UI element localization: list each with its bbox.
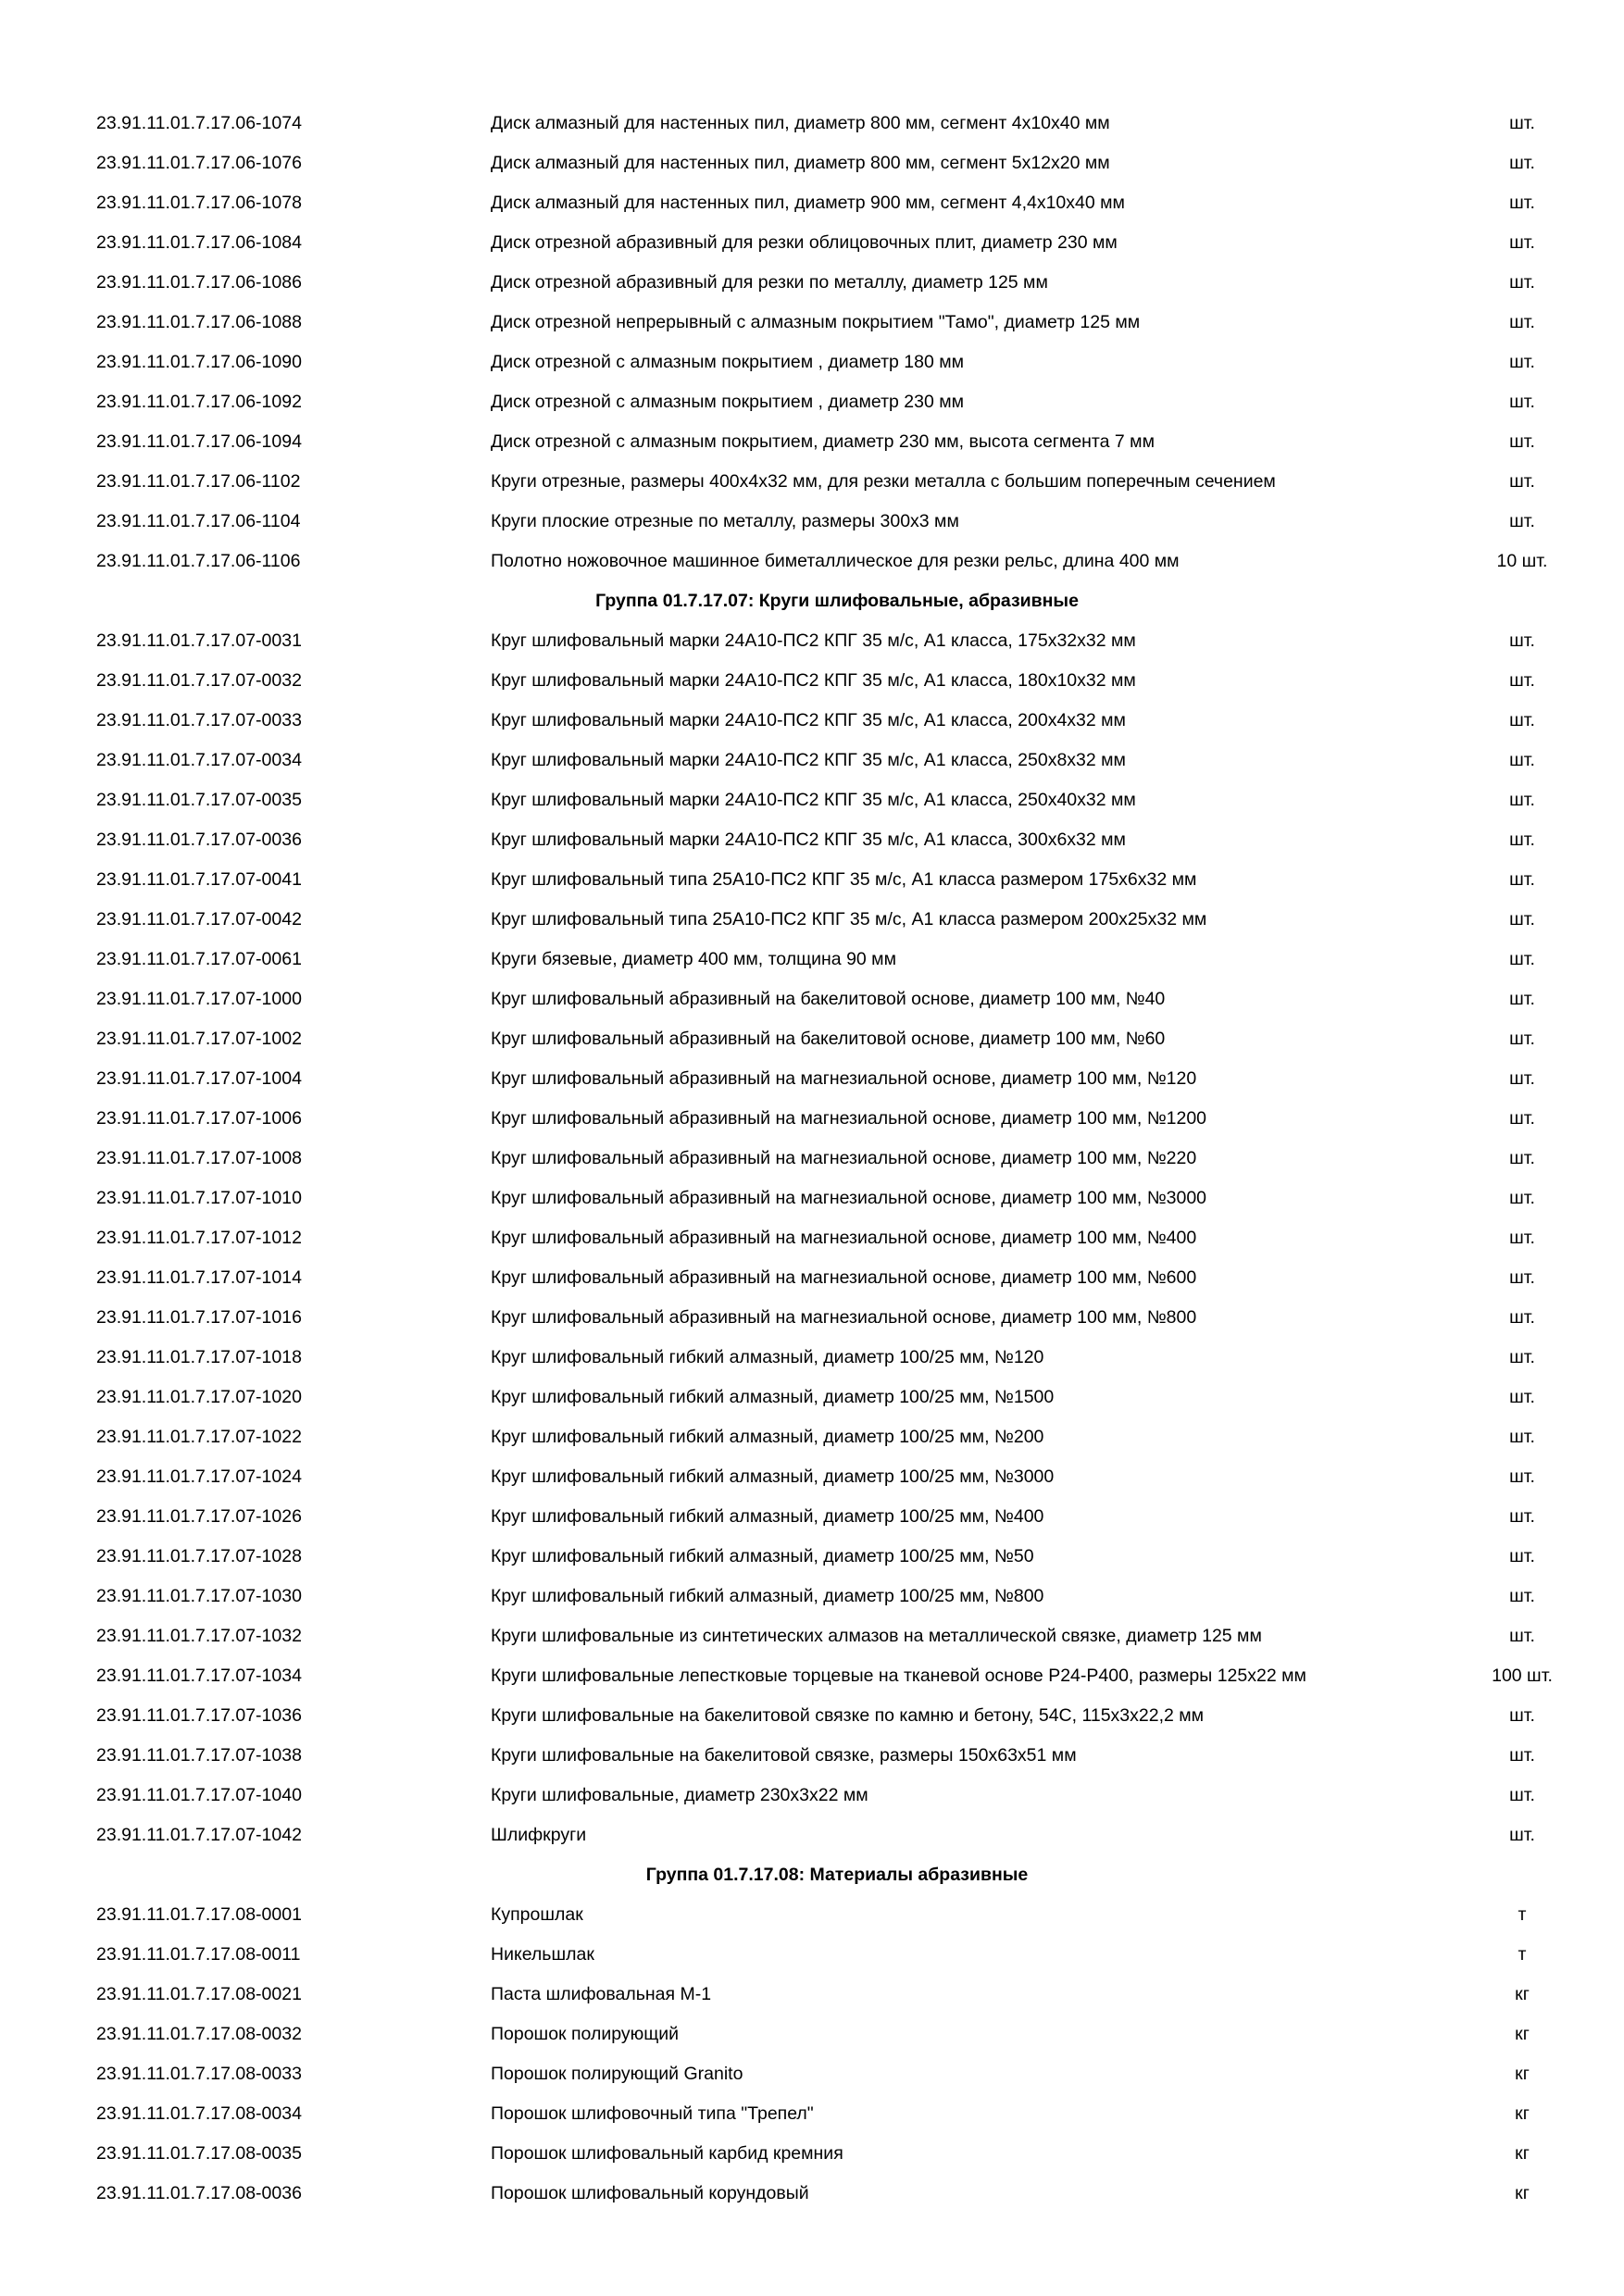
resource-code: 23.91.11.01.7.17.07-1034 [96,1666,302,1686]
resource-code: 23.91.11.01.7.17.07-0031 [96,630,302,651]
resource-code: 23.91.11.01.7.17.07-1036 [96,1705,302,1726]
resource-name: Диск отрезной абразивный для резки по металлу, диаметр 125 мм [491,272,1048,293]
resource-name: Диск алмазный для настенных пил, диаметр 900 мм, сегмент 4,4х10х40 мм [491,193,1125,213]
table-row [96,223,1578,263]
table-row [96,1895,1578,1935]
table-row [96,661,1578,701]
table-row [96,1975,1578,2015]
unit-of-measure: шт. [1509,830,1535,850]
resource-name: Круг шлифовальный абразивный на магнезиальной основе, диаметр 100 мм, №600 [491,1267,1197,1288]
resource-code: 23.91.11.01.7.17.06-1106 [96,551,301,571]
resource-code: 23.91.11.01.7.17.06-1102 [96,471,301,492]
resource-code: 23.91.11.01.7.17.07-1042 [96,1825,302,1845]
table-row [96,542,1578,581]
resource-name: Круг шлифовальный типа 25А10-ПС2 КПГ 35 м/с, А1 класса размером 200х25х32 мм [491,909,1207,930]
table-row [96,1577,1578,1616]
resource-name: Круг шлифовальный абразивный на магнезиальной основе, диаметр 100 мм, №3000 [491,1188,1207,1208]
unit-of-measure: шт. [1509,113,1535,133]
resource-code: 23.91.11.01.7.17.07-0032 [96,670,302,691]
unit-of-measure: шт. [1509,1267,1535,1288]
resource-code: 23.91.11.01.7.17.07-1040 [96,1785,302,1805]
resource-code: 23.91.11.01.7.17.06-1076 [96,153,302,173]
unit-of-measure: шт. [1509,392,1535,412]
resource-name: Диск алмазный для настенных пил, диаметр 800 мм, сегмент 4х10х40 мм [491,113,1110,133]
table-row [96,343,1578,382]
resource-name: Круг шлифовальный абразивный на магнезиальной основе, диаметр 100 мм, №400 [491,1228,1197,1248]
unit-of-measure: шт. [1509,1307,1535,1328]
resource-name: Круги шлифовальные, диаметр 230х3х22 мм [491,1785,868,1805]
resource-code: 23.91.11.01.7.17.06-1104 [96,511,301,531]
table-row [96,1935,1578,1975]
table-row [96,1338,1578,1378]
resource-name: Круг шлифовальный типа 25А10-ПС2 КПГ 35 м/с, А1 класса размером 175х6х32 мм [491,869,1197,890]
resource-code: 23.91.11.01.7.17.08-0035 [96,2143,302,2164]
resource-name: Диск отрезной с алмазным покрытием , диаметр 180 мм [491,352,965,372]
resource-code: 23.91.11.01.7.17.06-1094 [96,431,302,452]
resource-code: 23.91.11.01.7.17.07-0034 [96,750,302,770]
resource-code: 23.91.11.01.7.17.08-0034 [96,2103,302,2124]
table-row [96,1736,1578,1776]
table-row [96,1417,1578,1457]
unit-of-measure: шт. [1509,1188,1535,1208]
unit-of-measure: кг [1515,2064,1530,2084]
table-row [96,1099,1578,1139]
price-list-table [96,104,1578,2214]
resource-code: 23.91.11.01.7.17.07-1000 [96,989,302,1009]
table-row [96,1298,1578,1338]
table-row [96,2094,1578,2134]
table-row [96,1059,1578,1099]
unit-of-measure: 100 шт. [1492,1666,1553,1686]
resource-name: Круг шлифовальный абразивный на магнезиальной основе, диаметр 100 мм, №220 [491,1148,1197,1168]
resource-code: 23.91.11.01.7.17.08-0036 [96,2183,302,2203]
resource-code: 23.91.11.01.7.17.06-1086 [96,272,302,293]
unit-of-measure: шт. [1509,1466,1535,1487]
unit-of-measure: шт. [1509,1347,1535,1367]
unit-of-measure: шт. [1509,1427,1535,1447]
unit-of-measure: шт. [1509,352,1535,372]
resource-name: Порошок полирующий [491,2024,680,2044]
resource-name: Круг шлифовальный гибкий алмазный, диаметр 100/25 мм, №200 [491,1427,1044,1447]
table-row [96,1139,1578,1179]
table-row [96,1696,1578,1736]
unit-of-measure: т [1518,1944,1527,1965]
unit-of-measure: шт. [1509,1546,1535,1566]
resource-name: Шлифкруги [491,1825,587,1845]
resource-code: 23.91.11.01.7.17.07-1038 [96,1745,302,1766]
table-row [96,1019,1578,1059]
resource-name: Круги плоские отрезные по металлу, размеры 300х3 мм [491,511,959,531]
table-row [96,2054,1578,2094]
resource-code: 23.91.11.01.7.17.08-0021 [96,1984,302,2004]
resource-name: Круг шлифовальный абразивный на бакелитовой основе, диаметр 100 мм, №40 [491,989,1166,1009]
resource-code: 23.91.11.01.7.17.07-1024 [96,1466,302,1487]
resource-name: Диск отрезной абразивный для резки облицовочных плит, диаметр 230 мм [491,232,1118,253]
resource-name: Порошок шлифовальный корундовый [491,2183,809,2203]
resource-code: 23.91.11.01.7.17.06-1090 [96,352,302,372]
unit-of-measure: шт. [1509,1586,1535,1606]
resource-name: Круг шлифовальный гибкий алмазный, диаметр 100/25 мм, №400 [491,1506,1044,1527]
resource-code: 23.91.11.01.7.17.07-1006 [96,1108,302,1129]
unit-of-measure: шт. [1509,989,1535,1009]
table-row [96,1537,1578,1577]
resource-name: Круги бязевые, диаметр 400 мм, толщина 90 мм [491,949,896,969]
resource-name: Круги отрезные, размеры 400х4х32 мм, для резки металла с большим поперечным сечением [491,471,1276,492]
resource-name: Никельшлак [491,1944,594,1965]
resource-name: Круг шлифовальный гибкий алмазный, диаметр 100/25 мм, №50 [491,1546,1034,1566]
table-row [96,820,1578,860]
resource-code: 23.91.11.01.7.17.06-1074 [96,113,302,133]
unit-of-measure: шт. [1509,312,1535,332]
unit-of-measure: шт. [1509,1228,1535,1248]
resource-name: Круги шлифовальные из синтетических алмазов на металлической связке, диаметр 125 мм [491,1626,1262,1646]
resource-code: 23.91.11.01.7.17.07-1022 [96,1427,302,1447]
table-row [96,2174,1578,2214]
resource-name: Круг шлифовальный марки 24А10-ПС2 КПГ 35 м/с, А1 класса, 200х4х32 мм [491,710,1126,730]
resource-code: 23.91.11.01.7.17.07-0036 [96,830,302,850]
table-row [96,422,1578,462]
resource-code: 23.91.11.01.7.17.07-1028 [96,1546,302,1566]
resource-name: Круг шлифовальный марки 24А10-ПС2 КПГ 35 м/с, А1 класса, 180х10х32 мм [491,670,1136,691]
resource-name: Круги шлифовальные на бакелитовой связке по камню и бетону, 54С, 115х3х22,2 мм [491,1705,1205,1726]
resource-name: Круг шлифовальный марки 24А10-ПС2 КПГ 35 м/с, А1 класса, 250х8х32 мм [491,750,1126,770]
unit-of-measure: шт. [1509,153,1535,173]
table-row [96,303,1578,343]
table-row [96,462,1578,502]
resource-code: 23.91.11.01.7.17.07-1012 [96,1228,302,1248]
resource-code: 23.91.11.01.7.17.07-1032 [96,1626,302,1646]
table-row [96,940,1578,980]
resource-code: 23.91.11.01.7.17.07-1026 [96,1506,302,1527]
table-row [96,104,1578,144]
resource-code: 23.91.11.01.7.17.08-0001 [96,1904,302,1925]
table-row [96,621,1578,661]
resource-name: Диск отрезной с алмазным покрытием , диаметр 230 мм [491,392,965,412]
table-row [96,1497,1578,1537]
unit-of-measure: кг [1515,2103,1530,2124]
unit-of-measure: шт. [1509,1785,1535,1805]
resource-code: 23.91.11.01.7.17.06-1084 [96,232,302,253]
unit-of-measure: шт. [1509,630,1535,651]
resource-name: Купрошлак [491,1904,583,1925]
resource-name: Круг шлифовальный гибкий алмазный, диаметр 100/25 мм, №800 [491,1586,1044,1606]
unit-of-measure: кг [1515,2183,1530,2203]
resource-name: Круг шлифовальный гибкий алмазный, диаметр 100/25 мм, №3000 [491,1466,1055,1487]
resource-name: Круг шлифовальный гибкий алмазный, диаметр 100/25 мм, №1500 [491,1387,1055,1407]
table-row [96,980,1578,1019]
resource-name: Круг шлифовальный гибкий алмазный, диаметр 100/25 мм, №120 [491,1347,1044,1367]
resource-name: Паста шлифовальная М-1 [491,1984,712,2004]
unit-of-measure: шт. [1509,790,1535,810]
unit-of-measure: шт. [1509,1108,1535,1129]
resource-name: Круг шлифовальный абразивный на бакелитовой основе, диаметр 100 мм, №60 [491,1029,1166,1049]
table-row [96,860,1578,900]
unit-of-measure: шт. [1509,431,1535,452]
table-row [96,263,1578,303]
unit-of-measure: 10 шт. [1496,551,1548,571]
resource-code: 23.91.11.01.7.17.07-1018 [96,1347,302,1367]
unit-of-measure: шт. [1509,193,1535,213]
resource-name: Круги шлифовальные на бакелитовой связке, размеры 150х63х51 мм [491,1745,1077,1766]
resource-name: Круг шлифовальный марки 24А10-ПС2 КПГ 35 м/с, А1 класса, 175х32х32 мм [491,630,1136,651]
unit-of-measure: шт. [1509,471,1535,492]
table-row [96,1776,1578,1816]
resource-name: Круг шлифовальный абразивный на магнезиальной основе, диаметр 100 мм, №800 [491,1307,1197,1328]
resource-code: 23.91.11.01.7.17.08-0033 [96,2064,302,2084]
table-row [96,2134,1578,2174]
unit-of-measure: шт. [1509,869,1535,890]
unit-of-measure: шт. [1509,1705,1535,1726]
unit-of-measure: шт. [1509,1626,1535,1646]
resource-name: Круг шлифовальный абразивный на магнезиальной основе, диаметр 100 мм, №1200 [491,1108,1207,1129]
resource-code: 23.91.11.01.7.17.07-1016 [96,1307,302,1328]
group-header: Группа 01.7.17.08: Материалы абразивные [645,1865,1029,1885]
resource-name: Порошок шлифовочный типа "Трепел" [491,2103,814,2124]
unit-of-measure: шт. [1509,909,1535,930]
table-row [96,1616,1578,1656]
unit-of-measure: шт. [1509,1029,1535,1049]
resource-name: Круги шлифовальные лепестковые торцевые на тканевой основе Р24-Р400, размеры 125х22 мм [491,1666,1306,1686]
resource-code: 23.91.11.01.7.17.07-1014 [96,1267,302,1288]
resource-code: 23.91.11.01.7.17.08-0011 [96,1944,301,1965]
table-row [96,741,1578,780]
table-row [96,1656,1578,1696]
table-row [96,382,1578,422]
resource-code: 23.91.11.01.7.17.07-1002 [96,1029,302,1049]
unit-of-measure: шт. [1509,1387,1535,1407]
resource-name: Диск отрезной с алмазным покрытием, диаметр 230 мм, высота сегмента 7 мм [491,431,1155,452]
unit-of-measure: шт. [1509,511,1535,531]
resource-code: 23.91.11.01.7.17.07-1010 [96,1188,302,1208]
resource-name: Диск отрезной непрерывный с алмазным покрытием "Тамо", диаметр 125 мм [491,312,1141,332]
resource-code: 23.91.11.01.7.17.07-0035 [96,790,302,810]
resource-name: Полотно ножовочное машинное биметаллическое для резки рельс, длина 400 мм [491,551,1180,571]
table-row [96,144,1578,183]
table-row [96,502,1578,542]
table-row [96,1258,1578,1298]
unit-of-measure: шт. [1509,232,1535,253]
resource-name: Круг шлифовальный марки 24А10-ПС2 КПГ 35 м/с, А1 класса, 300х6х32 мм [491,830,1126,850]
resource-name: Круг шлифовальный абразивный на магнезиальной основе, диаметр 100 мм, №120 [491,1068,1197,1089]
table-row [96,1816,1578,1855]
resource-code: 23.91.11.01.7.17.07-1004 [96,1068,302,1089]
unit-of-measure: шт. [1509,949,1535,969]
unit-of-measure: кг [1515,1984,1530,2004]
unit-of-measure: шт. [1509,1825,1535,1845]
unit-of-measure: шт. [1509,1506,1535,1527]
unit-of-measure: шт. [1509,1745,1535,1766]
resource-name: Диск алмазный для настенных пил, диаметр 800 мм, сегмент 5х12х20 мм [491,153,1110,173]
resource-code: 23.91.11.01.7.17.07-0033 [96,710,302,730]
resource-code: 23.91.11.01.7.17.07-0061 [96,949,302,969]
unit-of-measure: шт. [1509,710,1535,730]
unit-of-measure: шт. [1509,1148,1535,1168]
resource-code: 23.91.11.01.7.17.08-0032 [96,2024,302,2044]
unit-of-measure: шт. [1509,670,1535,691]
table-row [96,183,1578,223]
resource-code: 23.91.11.01.7.17.07-0042 [96,909,302,930]
resource-code: 23.91.11.01.7.17.06-1088 [96,312,302,332]
resource-code: 23.91.11.01.7.17.07-1030 [96,1586,302,1606]
resource-code: 23.91.11.01.7.17.07-1008 [96,1148,302,1168]
resource-code: 23.91.11.01.7.17.07-0041 [96,869,302,890]
table-row [96,1218,1578,1258]
resource-name: Порошок полирующий Granito [491,2064,743,2084]
resource-code: 23.91.11.01.7.17.07-1020 [96,1387,302,1407]
table-row [96,1457,1578,1497]
table-row [96,900,1578,940]
resource-name: Порошок шлифовальный карбид кремния [491,2143,843,2164]
unit-of-measure: шт. [1509,272,1535,293]
resource-code: 23.91.11.01.7.17.06-1078 [96,193,302,213]
table-row [96,780,1578,820]
unit-of-measure: шт. [1509,750,1535,770]
unit-of-measure: т [1518,1904,1527,1925]
table-row [96,2015,1578,2054]
group-header: Группа 01.7.17.07: Круги шлифовальные, абразивные [595,591,1079,611]
table-row [96,1378,1578,1417]
unit-of-measure: кг [1515,2143,1530,2164]
table-row [96,701,1578,741]
unit-of-measure: шт. [1509,1068,1535,1089]
resource-code: 23.91.11.01.7.17.06-1092 [96,392,302,412]
table-row [96,1179,1578,1218]
resource-name: Круг шлифовальный марки 24А10-ПС2 КПГ 35 м/с, А1 класса, 250х40х32 мм [491,790,1136,810]
unit-of-measure: кг [1515,2024,1530,2044]
